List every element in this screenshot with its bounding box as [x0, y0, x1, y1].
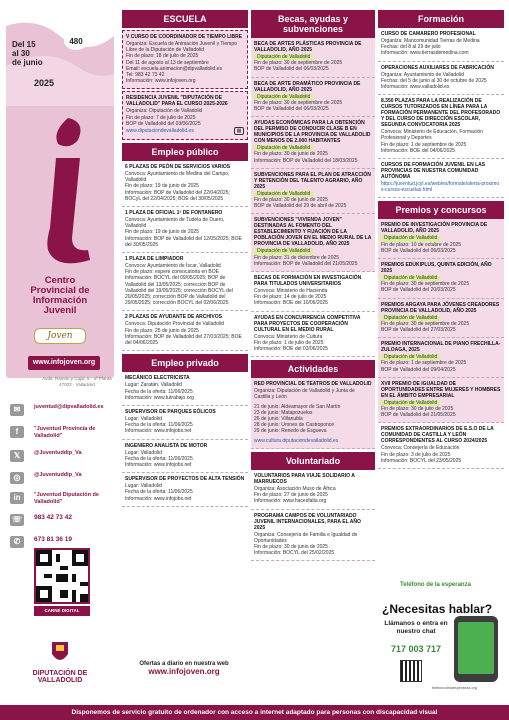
card-line: Organiza: Diputación de Valladolid [126, 108, 203, 115]
card-line: BOP de Valladolid del 06/03/2025 [254, 66, 329, 73]
card-line: Fin de plazo: 18 de julio de 2025 [126, 53, 199, 60]
card-premio-3[interactable] [378, 299, 504, 339]
card-line: Información: www.valladolid.es [381, 84, 450, 91]
carnet-digital-label: CARNÉ DIGITAL [34, 606, 90, 616]
section-header-actividades: Actividades [251, 360, 375, 378]
schedule-item: 26 de junio: Villanubla [254, 416, 303, 423]
web-link[interactable]: www.infojoven.org [28, 356, 100, 370]
card-empleo-publico-1[interactable] [122, 161, 248, 207]
card-title: PREMIOS ARGAYA PARA JÓVENES CREADORES PROVINCIA DE VALLADOLID, AÑO 2025 [381, 301, 500, 314]
card-line: Información: www.infojobs.net [125, 428, 192, 435]
card-voluntariado-2[interactable] [251, 510, 375, 562]
card-line: Información: BOE del 10/06/2025 [254, 300, 328, 307]
convoca-highlight: Diputación de Valladolid [254, 145, 313, 151]
card-line: Información: BOP de Valladolid del 21/05/2025 [254, 260, 358, 267]
help-qr-icon[interactable] [400, 660, 422, 682]
card-line: Fin de plazo: 30 de julio de 2025 [381, 406, 454, 413]
date-line-3: de junio [12, 58, 43, 67]
card-line: Fin de plazo: 14 de julio de 2025 [254, 294, 327, 301]
contact-whatsapp-text: 673 81 36 19 [34, 536, 72, 543]
card-beca-1[interactable] [251, 38, 375, 78]
card-line: Información: BOE del 03/06/2025 [254, 346, 328, 353]
column-escuela-empleo [122, 10, 248, 507]
card-beca-5[interactable] [251, 214, 375, 272]
card-line: BOP de Valladolid del 09/04/2025 [381, 366, 456, 373]
card-line: Fin de plazo: 30 de junio de 2025 [254, 543, 328, 550]
card-premio-5[interactable] [378, 378, 504, 424]
card-line: Fecha de la oferta: 11/06/2025 [125, 489, 193, 496]
card-line: Fechas: del 5 de junio al 30 de octubre de 2025 [381, 77, 487, 84]
card-title: PREMIO DE INVESTIGACIÓN PROVINCIA DE VALLADOLID, AÑO 2025 [381, 222, 488, 235]
card-line: Información: BOE del 04/06/2025 [381, 147, 455, 154]
card-title: SUPERVISOR DE PARQUES EÓLICOS [125, 408, 216, 415]
card-empleo-publico-4[interactable] [122, 311, 248, 351]
card-line: Información: BOP de Valladolid del 22/04/2025; BOCyL del 22/04/2025; BOE del 30/05/2025 [125, 189, 230, 202]
schedule-item: 28 de junio: Urones de Castroponce [254, 422, 335, 429]
section-header-premios: Premios y concursos [378, 201, 504, 219]
address: Avda. Ramón y Cajal, 5 · 3ª Planta 47003 · Valladolid [42, 376, 112, 387]
telefono-esperanza-logo: Teléfono de la esperanza [400, 582, 471, 588]
card-line: Fin de plazo: 30 de septiembre de 2025 [254, 60, 343, 67]
date-range [12, 40, 54, 88]
big-i-logo [28, 118, 98, 268]
card-line: Del 11 de agosto al 13 de septiembre [126, 59, 209, 66]
card-title: BECAS DE FORMACIÓN EN INVESTIGACIÓN PARA TITULADOS UNIVERSITARIOS [254, 275, 362, 288]
column-becas-actividades [251, 10, 375, 561]
hero-panel [6, 6, 114, 378]
card-title: 6 PLAZAS DE PEÓN DE SERVICIOS VARIOS [125, 164, 231, 171]
card-beca-7[interactable] [251, 312, 375, 358]
schedule-item: 23 de junio: Matapozuelos [254, 409, 313, 416]
help-footnote: telefonodelaesperanza.org [432, 686, 477, 690]
help-number[interactable]: 717 003 717 [390, 644, 442, 654]
card-line: Información: BOP de Valladolid del 27/03/2025; BOE del 04/06/2025 [125, 333, 242, 347]
card-title: RED PROVINCIAL DE TEATROS DE VALLADOLID [254, 381, 372, 388]
card-line: Fin de plazo: 30 de septiembre de 2025 [381, 281, 470, 288]
help-call: Llámanos o entra en nuestro chat [384, 620, 448, 635]
convoca-highlight: Diputación de Valladolid [254, 248, 313, 254]
card-title: 8.350 PLAZAS PARA LA REALIZACIÓN DE CURSOS TUTORIZADOS EN LÍNEA PARA LA FORMACIÓN PERMANENTE DEL PROFESORADO Y DEL CURSO DE DIRECCIÓN ESCOLAR, SEGUNDA CONVOCATORIA 2025 [381, 98, 501, 129]
card-title: PREMIO INTERNACIONAL DE PIANO FRECHILLA-ZULOAGA, 2025 [381, 341, 501, 354]
card-empleo-privado-1[interactable] [122, 372, 248, 406]
column-formacion-premios [378, 10, 504, 469]
date-year: 2025 [34, 78, 55, 88]
card-link[interactable]: www.cultura.diputaciondevalladolid.es [254, 437, 339, 444]
card-line: Información: BOP de Valladolid del 18/03/2025 [254, 157, 358, 164]
card-escuela-1[interactable] [122, 30, 248, 89]
card-title: AYUDAS ECONÓMICAS PARA LA OBTENCIÓN DEL PERMISO DE CONDUCIR CLASE B EN MUNICIPIOS DE LA PROVINCIA DE VALLADOLID CON MENOS DE 2.000 HABITANTES [254, 120, 371, 145]
schedule-item: 21 de junio: Aldeamayor de San Martín [254, 403, 341, 410]
section-header-empleo-publico: Empleo público [122, 143, 248, 161]
card-title: PREMIOS EDUKIPLUS, QUINTA EDICIÓN, AÑO 2025 [381, 262, 492, 275]
instagram-icon: ◎ [10, 472, 24, 484]
card-line: Tel: 983 42 73 42 [126, 72, 165, 79]
convoca-highlight: Diputación de Valladolid [381, 275, 440, 281]
card-line: Fin de plazo: 19 de junio de 2025 [125, 183, 199, 190]
card-line: Información: BOCYL del 09/05/2025; BOP de Valladolid del 13/05/2025; corrección BOP de Valladolid del 19/05/2025; corrección BOCYL del 20/05/2025; corrección BOP de Valladolid del 29/05/2025; corrección BOCYL del 02/06/2025 [125, 275, 233, 307]
section-header-formacion: Formación [378, 10, 504, 28]
card-premio-2[interactable] [378, 259, 504, 299]
card-title: BECA DE ARTES PLÁSTICAS PROVINCIA DE VALLADOLID, AÑO 2025 [254, 41, 362, 53]
card-escuela-2[interactable] [122, 91, 248, 140]
left-column [0, 0, 118, 705]
card-actividad-teatros[interactable] [251, 378, 375, 449]
card-line: BOP de Valladolid del 21/05/2025 [381, 412, 456, 419]
card-premio-4[interactable] [378, 338, 504, 378]
card-line: Lugar: Valladolid [125, 483, 162, 490]
card-line: Fin de plazo: 19 de junio de 2025 [125, 229, 199, 236]
card-beca-4[interactable] [251, 169, 375, 215]
card-line: Fin de plazo: espere convocatoria en BOE [125, 269, 219, 276]
offers-web-link[interactable]: www.infojoven.org [148, 667, 220, 676]
card-line: Fin de plazo: 3 de julio de 2025 [381, 451, 451, 458]
contact-phone-text: 983 42 73 42 [34, 514, 72, 521]
card-title: SUBVENCIONES PARA EL PLAN DE ATRACCIÓN Y RETENCIÓN DEL TALENTO AGRARIO, AÑO 2025 [254, 171, 371, 190]
email-icon: ✉ [10, 404, 24, 416]
card-line: Lugar: Zaratán, Valladolid [125, 382, 182, 389]
card-line: Convoca: Ayuntamiento de Medina del Campo, Valladolid [125, 171, 230, 184]
joven-logo: Joven [34, 328, 86, 344]
facebook-icon: f [10, 426, 24, 438]
building-icon: ▦ [234, 127, 244, 135]
center-name-line-2: Provincial de [30, 285, 90, 296]
diputacion-name: DIPUTACIÓN DE VALLADOLID [32, 670, 88, 684]
card-line: Información: BOP de Valladolid del 12/05/2025; BOE del 30/05/2025 [125, 235, 242, 248]
contact-instagram-text: @Juventuddip_Va [34, 472, 82, 478]
card-formacion-1[interactable] [378, 28, 504, 62]
convoca-highlight: Diputación de Valladolid [381, 354, 440, 360]
convoca-highlight: Diputación de Valladolid [381, 400, 440, 406]
help-question: ¿Necesitas hablar? [382, 602, 493, 616]
center-name [14, 276, 106, 316]
diputacion-crest-icon [8, 640, 112, 668]
center-name-line-4: Juvenil [43, 305, 77, 316]
center-name-line-1: Centro [44, 275, 76, 286]
card-title: 2 PLAZAS DE AYUDANTE DE ARCHIVOS [125, 314, 222, 321]
section-header-becas: Becas, ayudas y subvenciones [251, 10, 375, 38]
card-line: Fin de plazo: 25 de junio de 2025 [125, 327, 199, 334]
contact-x-text: @Juventuddip_Va [34, 450, 82, 456]
section-header-voluntariado: Voluntariado [251, 452, 375, 470]
whatsapp-icon: ✆ [10, 536, 24, 548]
card-empleo-privado-4[interactable] [122, 473, 248, 507]
card-title: CURSOS DE FORMACIÓN JUVENIL EN LAS PROVINCIAS DE NUESTRA COMUNIDAD AUTÓNOMA [381, 162, 486, 181]
premios-list [378, 219, 504, 469]
card-line: Fin de plazo: 10 de octubre de 2025 [381, 241, 462, 248]
convoca-highlight: Diputación de Valladolid [254, 191, 313, 197]
card-line: Convoca: Ministerio de Hacienda [254, 288, 328, 295]
card-line: Organiza: Ayuntamiento de Valladolid [381, 71, 464, 78]
linkedin-icon: in [10, 492, 24, 504]
card-line: Email: escuela.animacion@dipvalladolid.es [126, 65, 222, 72]
card-formacion-3[interactable] [378, 95, 504, 159]
card-voluntariado-1[interactable] [251, 470, 375, 510]
contact-email-text: juventud@dipvalladolid.es [34, 404, 104, 410]
card-title: OPERACIONES AUXILIARES DE FABRICACIÓN [381, 64, 494, 71]
section-header-escuela: ESCUELA [122, 10, 248, 28]
card-title: PROGRAMA CAMPOS DE VOLUNTARIADO JUVENIL INTERNACIONALES, PARA EL AÑO 2025 [254, 512, 361, 531]
phone-icon: ☏ [11, 515, 22, 524]
card-title: 1 PLAZA DE LIMPIADOR [125, 256, 184, 263]
card-line: BOP de Valladolid del 29 de abril de 2025 [254, 203, 347, 210]
card-line: Información: BOCYL del 23/05/2025 [381, 457, 462, 464]
card-line: Fin de plazo: 27 de junio de 2025 [254, 492, 328, 499]
card-line: Convoca: Ministerio de Educación, Formación Profesional y Deportes [381, 129, 483, 142]
convoca-highlight: Diputación de Valladolid [381, 315, 440, 321]
offers-line: Ofertas a diario en nuestra web [139, 661, 229, 667]
card-line: Organiza: Mancomunidad Tierras de Medina [381, 38, 480, 44]
footer-banner: Disponemos de servicio gratuito de ordenador con acceso a internet adaptado para personas con discapacidad visual [0, 705, 509, 720]
help-box [380, 580, 506, 702]
card-line: Fin de plazo: 31 de diciembre de 2025 [254, 254, 340, 261]
date-line-1: Del 15 [12, 40, 36, 49]
card-line: Fin de plazo: 1 de septiembre de 2025 [381, 360, 467, 367]
card-line: Fecha de la oferta: 11/06/2025 [125, 455, 193, 462]
card-line: Información: www.hacesfalta.org [254, 498, 327, 505]
date-line-2: al 30 [12, 49, 30, 58]
card-line: BOP de Valladolid del 06/03/2025 [254, 106, 329, 113]
card-line: Información: www.infojobs.net [125, 495, 192, 502]
qr-code-icon[interactable] [34, 548, 90, 604]
card-line: Fecha de la oferta: 11/06/2025 [125, 422, 193, 429]
card-formacion-2[interactable] [378, 62, 504, 96]
card-empleo-privado-3[interactable] [122, 440, 248, 474]
card-line: Fechas: del 8 al 29 de julio [381, 44, 441, 51]
card-line: Fecha de la oferta: 11/06/2025 [125, 388, 193, 395]
card-title: SUBVENCIONES "VIVIENDA JOVEN" DESTINADAS AL FOMENTO DEL ESTABLECIMIENTO Y FIJACIÓN DE LA POBLACIÓN JOVEN EN EL MEDIO RURAL DE LA PROVINCIA DE VALLADOLID, AÑO 2025 [254, 217, 372, 248]
card-line: Información: www.tutrabajo.org [125, 394, 194, 401]
card-line: Fin de plazo: 30 de junio de 2025 [254, 197, 328, 204]
card-premio-6[interactable] [378, 423, 504, 469]
card-link[interactable]: https://juventud.jcyl.es/web/es/formate/alerta-proximos-cursos-escuelas.html [381, 181, 500, 194]
card-line: Convoca: Consejería de Educación [381, 445, 460, 452]
contact-linkedin-text: "Juventud Diputación de Valladolid" [34, 492, 99, 505]
card-premio-1[interactable] [378, 219, 504, 259]
card-title: VOLUNTARIOS PARA VIAJE SOLIDARIO A MARRUECOS [254, 472, 355, 485]
card-line: Fin de plazo: 7 de julio de 2025 [126, 114, 196, 121]
card-line: Fin de plazo: 30 de septiembre de 2025 [381, 320, 470, 327]
issue-number: 480 [64, 32, 88, 50]
qr-pattern [36, 550, 88, 602]
card-line: Información: www.infojobs.net [125, 461, 192, 468]
card-title: SUPERVISOR DE PROYECTOS DE ALTA TENSIÓN [125, 476, 245, 483]
card-line: Información: www.infojoven.org [126, 78, 196, 85]
center-name-line-3: Información [32, 295, 88, 306]
card-beca-2[interactable] [251, 78, 375, 118]
card-title: AYUDAS EN CONCURRENCIA COMPETITIVA PARA PROYECTOS DE COOPERACIÓN CULTURAL EN EL MEDIO RURAL [254, 314, 361, 333]
section-header-empleo-privado: Empleo privado [122, 354, 248, 372]
card-line: BOP de Valladolid del 03/06/2025 [126, 120, 201, 127]
card-title: 1 PLAZA DE OFICIAL 1ª DE FONTANERO [125, 210, 223, 217]
card-title: XVII PREMIO DE IGUALDAD DE OPORTUNIDADES ENTRE MUJERES Y HOMBRES EN EL ÁMBITO EMPRESARIAL [381, 380, 501, 399]
card-empleo-privado-2[interactable] [122, 406, 248, 440]
card-line: Fin de plazo: 1 de julio de 2025 [254, 339, 324, 346]
card-title: PREMIOS EXTRAORDINARIOS DE E.S.O DE LA COMUNIDAD DE CASTILLA Y LEÓN CORRESPONDIENTES AL CURSO 2024/2025 [381, 426, 494, 445]
card-line: Información: BOCYL del 25/02/2025 [254, 550, 335, 557]
card-line: Organiza: Diputación de Valladolid y Junta de Castilla y León [254, 388, 355, 401]
offers-note [122, 660, 246, 676]
schedule-list [254, 404, 372, 435]
card-line: BOP de Valladolid del 27/03/2025 [381, 327, 456, 334]
x-icon: 𝕏 [10, 450, 24, 462]
card-line: Organiza: Escuela de Animación Juvenil y Tiempo Libre de la Diputación de Valladolid [126, 41, 237, 54]
becas-list [251, 38, 375, 357]
contact-facebook-text: "Juventud Provincia de Valladolid" [34, 426, 96, 439]
card-title: CURSO DE CAMARERO PROFESIONAL [381, 31, 476, 37]
card-title: RESIDENCIA JUVENIL "DIPUTACIÓN DE VALLADOLID" PARA EL CURSO 2025-2026 [126, 95, 228, 108]
card-title: INGENIERO ANALISTA DE MOTOR [125, 442, 208, 449]
card-title: BECA DE ARTE DRAMÁTICO PROVINCIA DE VALLADOLID, AÑO 2025 [254, 80, 361, 93]
card-title: V CURSO DE COORDINADOR DE TIEMPO LIBRE [126, 34, 243, 40]
card-line: Organiza: Consejería de Familia e Igualdad de Oportunidades [254, 531, 358, 544]
card-line: BOP de Valladolid del 20/03/2025 [381, 287, 456, 294]
card-line: Fin de plazo: 30 de junio de 2025 [254, 151, 328, 158]
card-link[interactable]: www.diputaciondevalladolid.es [126, 127, 194, 134]
card-line: Convoca: Diputación Provincial de Valladolid [125, 321, 224, 328]
card-line: Convoca: Ministerio de Cultura [254, 333, 323, 340]
card-line: Convoca: Ayuntamiento de Tudela de Duero, Valladolid [125, 217, 225, 230]
card-empleo-publico-2[interactable] [122, 207, 248, 253]
card-empleo-publico-3[interactable] [122, 253, 248, 311]
card-line: BOP de Valladolid del 06/03/2025 [381, 247, 456, 254]
card-beca-3[interactable] [251, 117, 375, 169]
card-line: Lugar: Valladolid [125, 449, 162, 456]
card-beca-6[interactable] [251, 272, 375, 312]
card-title: MECÁNICO ELECTRICISTA [125, 375, 190, 382]
card-line: Fin de plazo: 1 de septiembre de 2025 [381, 141, 467, 148]
convoca-highlight: Diputación de Valladolid [254, 94, 313, 100]
convoca-highlight: Diputación de Valladolid [381, 235, 440, 241]
card-formacion-4[interactable] [378, 159, 504, 198]
card-line: Lugar: Valladolid [125, 415, 162, 422]
schedule-item: 29 de junio: Renedo de Esgueva [254, 428, 327, 435]
convoca-highlight: Diputación de Valladolid [254, 54, 313, 60]
smartphone-icon [454, 616, 498, 682]
card-line: Fin de plazo: 30 de septiembre de 2025 [254, 99, 343, 106]
card-line: Información: www.tierrasdemedina.com [381, 50, 469, 57]
card-line: Convoca: Ayuntamiento de Íscar, Valladolid [125, 263, 221, 270]
card-line: Organiza: Asociación Muso de África [254, 485, 336, 492]
